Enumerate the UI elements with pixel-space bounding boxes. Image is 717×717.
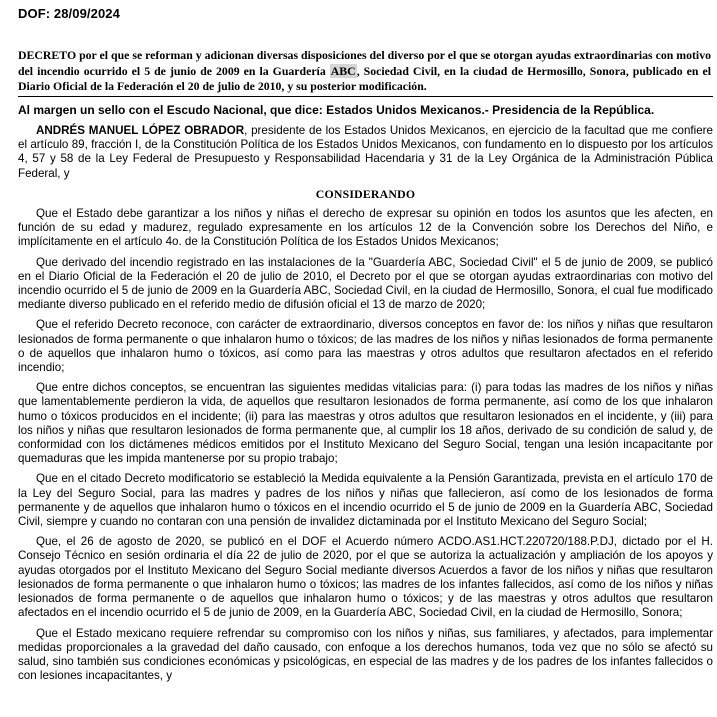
considerando-heading: CONSIDERANDO (315, 186, 416, 201)
considerando-paragraph-4: Que entre dichos conceptos, se encuentran las siguientes medidas vitalicias para: (i) para todas las madres de los niños y niñas que lamentablemente perdieron la vida, de aquellos que resultaron lesionados de forma permanente, así como de los que inhalaron humo o tóxicos producidos en el incidente; (ii) para las maestras y otros adultos que resultaron lesionados en el incidente, y (iii) para los niños y niñas que resultaron lesionados de forma permanente que, al cumplir los 18 años, derivado de su condición de salud y, de conformidad con los dictámenes médicos emitidos por el Instituto Mexicano del Seguro Social, tengan una lesión incapacitante por quemaduras que les impida mantenerse por su propio trabajo; (18, 381, 713, 466)
preamble-paragraph (18, 124, 713, 181)
considerando-paragraph-7: Que el Estado mexicano requiere refrendar su compromiso con los niños y niñas, sus familiares, y afectados, para implementar medidas proporcionales a la gravedad del daño causado, con enfoque a los derechos humanos, toda vez que no sólo se afectó su salud, sino también sus condiciones económicas y psicológicas, en especial de las madres y de los padres de los infantes fallecidos o con lesiones incapacitantes, y (18, 626, 713, 683)
margin-note: Al margen un sello con el Escudo Nacional, que dice: Estados Unidos Mexicanos.- Presidencia de la República. (18, 103, 655, 117)
considerando-paragraph-5: Que en el citado Decreto modificatorio se estableció la Medida equivalente a la Pensión Garantizada, prevista en el artículo 170 de la Ley del Seguro Social, para las madres y padres de los niños y niñas que fallecieron, así como de los lesionados de forma permanente y de aquellos que inhalaron humo o tóxicos en el incendio ocurrido el 5 de junio de 2009 en la Guardería ABC, Sociedad Civil, siempre y cuando no contaran con una pensión de invalidez dictaminada por el Instituto Mexicano del Seguro Social; (18, 472, 713, 529)
considerando-paragraph-1: Que el Estado debe garantizar a los niños y niñas el derecho de expresar su opinión en todos los asuntos que les afecten, en función de su edad y madurez, regulado expresamente en los artículos 12 de la Convención sobre los Derechos del Niño, e implícitamente en el artículo 4o. de la Constitución Política de los Estados Unidos Mexicanos; (18, 207, 713, 249)
considerando-paragraph-2: Que derivado del incendio registrado en las instalaciones de la "Guardería ABC, Sociedad Civil" el 5 de junio de 2009, se publicó en el Diario Oficial de la Federación el 20 de julio de 2010, el Decreto por el que se otorgan ayudas extraordinarias con motivo del incendio ocurrido el 5 de junio de 2009 en la Guardería ABC, Sociedad Civil, en la ciudad de Hermosillo, Sonora, el cual fue modificado mediante diverso publicado en el referido medio de difusión oficial el 13 de marzo de 2020; (18, 255, 713, 312)
president-name: ANDRÉS MANUEL LÓPEZ OBRADOR (36, 124, 245, 137)
decree-title-part-2: , Sociedad Civil, en la ciudad de Hermosillo, Sonora, publicado en el Diario Oficial de la Federación el 20 de julio de 2010, y su posterior modificación. (18, 63, 711, 93)
considerando-paragraph-3: Que el referido Decreto reconoce, con carácter de extraordinario, diversos conceptos en favor de: los niños y niñas que resultaron lesionados de forma permanente o que inhalaron humo o tóxicos; de las madres de los niños y niñas lesionados de forma permanente o de aquellos que inhalaron humo o tóxicos, así como para las maestras y otros adultos que resultaron afectados en el referido incendio; (18, 318, 713, 375)
decree-body (18, 124, 713, 689)
decree-title-part-1: DECRETO por el que se reforman y adicionan diversas disposiciones del diverso por el que se otorgan ayudas extraordinarias con motivo del incendio ocurrido el 5 de junio de 2009 en la Guardería (18, 48, 711, 78)
dof-date: DOF: 28/09/2024 (18, 6, 120, 21)
decree-title-block (18, 48, 713, 97)
decree-title-abc-highlight: ABC (330, 63, 356, 78)
decree-title (18, 48, 713, 95)
preamble-text: , presidente de los Estados Unidos Mexicanos, en ejercicio de la facultad que me confiere el artículo 89, fracción I, de la Constitución Política de los Estados Unidos Mexicanos, con fundamento en lo dispuesto por los artículos 4, 57 y 58 de la Ley Federal de Presupuesto y Responsabilidad Hacendaria y 31 de la Ley Orgánica de la Administración Pública Federal, y (18, 124, 713, 180)
considerando-paragraph-6: Que, el 26 de agosto de 2020, se publicó en el DOF el Acuerdo número ACDO.AS1.HCT.220720/188.P.DJ, dictado por el H. Consejo Técnico en sesión ordinaria el día 22 de julio de 2020, por el que se autoriza la actualización y ampliación de los apoyos y ayudas otorgados por el Instituto Mexicano del Seguro Social mediante diversos Acuerdos a favor de los niños y niñas que resultaron lesionados de forma permanente o que inhalaron humo o tóxicos; las madres de los infantes fallecidos, así como de los niños y niñas lesionados de forma permanente o de aquellos que inhalaron humo o tóxicos; y de las maestras y otros adultos que resultaron afectados en el incendio ocurrido el 5 de junio de 2009, en la Guardería ABC, Sociedad Civil, en la ciudad de Hermosillo, Sonora; (18, 535, 713, 620)
